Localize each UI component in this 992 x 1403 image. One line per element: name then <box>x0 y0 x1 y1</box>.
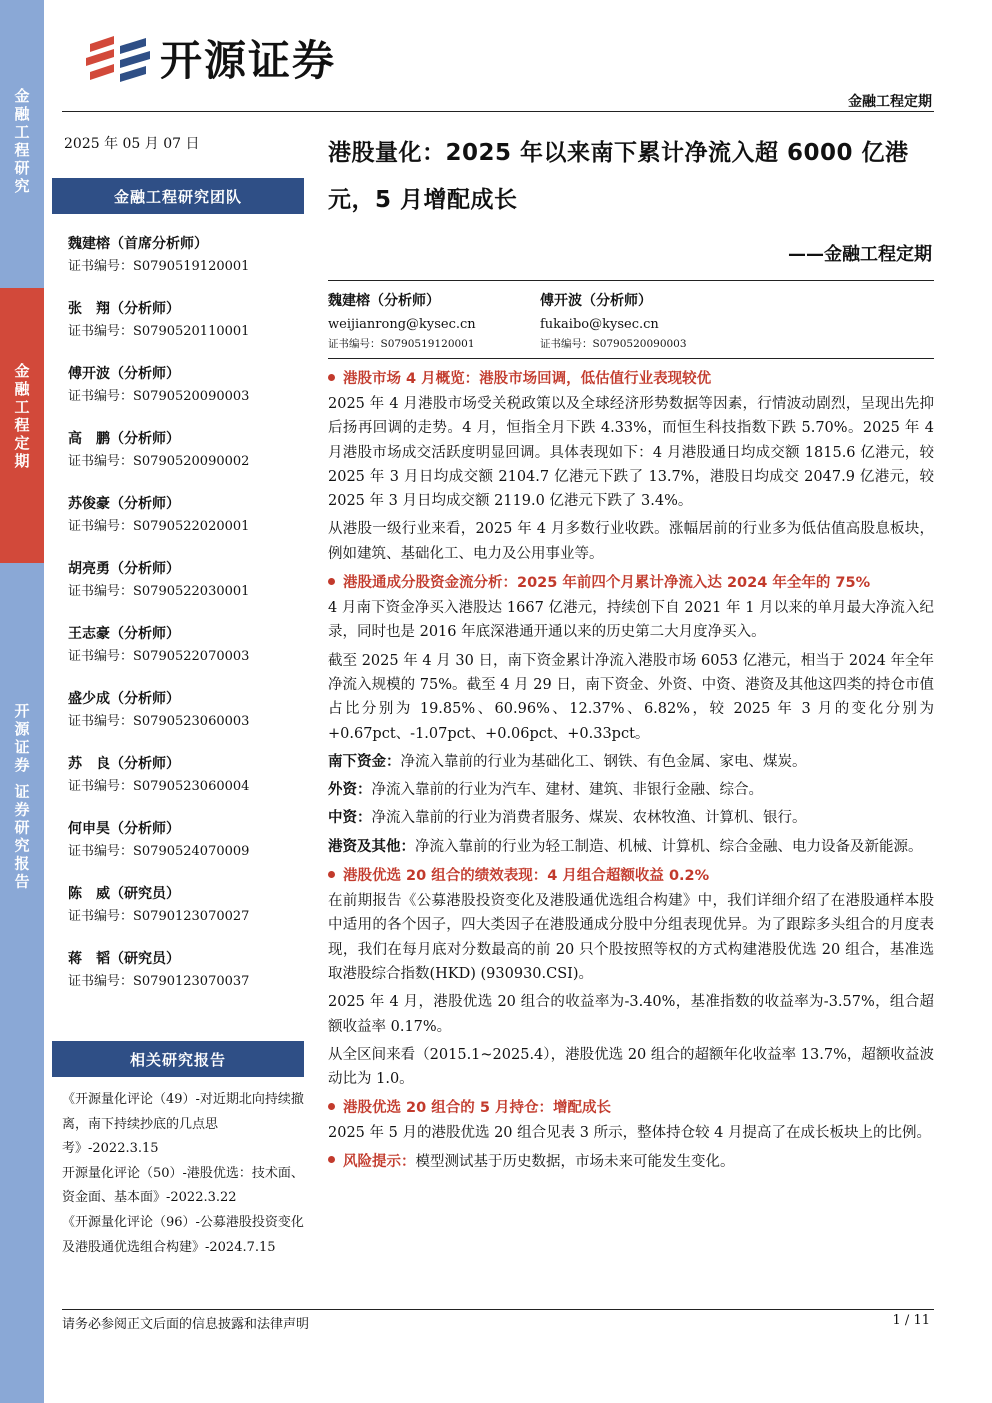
side-strip <box>0 0 44 1403</box>
analyst-item <box>68 492 308 557</box>
paragraph: 截至 2025 年 4 月 30 日，南下资金累计净流入港股市场 6053 亿港元，相当于 2024 年全年净流入规模的 75%。截至 4 月 29 日，南下资金、外资、中资、港资及其他这四类的持仓市值占比分别为 19.85%、60.96%、12.37%、6.82%，较 2025 年 3 月的变化分别为+0.67pct、-1.07pct、+0.06pct、+0.33pct。 <box>328 652 934 742</box>
section-heading <box>328 1095 934 1121</box>
section-heading-text: 港股优选 20 组合的 5 月持仓：增配成长 <box>343 1100 611 1117</box>
analyst-cert: 证书编号：S0790520090002 <box>68 454 250 469</box>
analyst-name: 魏建榕（首席分析师） <box>68 236 208 252</box>
analyst-cert: 证书编号：S0790523060004 <box>68 779 250 794</box>
analyst-name: 胡亮勇（分析师） <box>68 561 180 577</box>
analyst-item <box>68 232 308 297</box>
bullet-icon <box>328 1156 335 1163</box>
brand-logo <box>84 28 336 88</box>
analyst-cert: 证书编号：S0790520110001 <box>68 324 250 339</box>
analyst-item <box>68 752 308 817</box>
analyst-name: 傅开波（分析师） <box>68 366 180 382</box>
side-strip-bottom-text: 开源证券 证券研究报告 <box>12 703 31 892</box>
analyst-name: 王志豪（分析师） <box>68 626 180 642</box>
flow-item-text: 净流入靠前的行业为消费者服务、煤炭、农林牧渔、计算机、银行。 <box>371 810 807 827</box>
author-name: 傅开波（分析师） <box>540 293 652 309</box>
related-reports-title: 相关研究报告 <box>52 1041 304 1077</box>
paragraph: 2025 年 4 月，港股优选 20 组合的收益率为-3.40%，基准指数的收益率为-3.57%，组合超额收益率 0.17%。 <box>328 994 934 1035</box>
page-number: 1 / 11 <box>892 1313 930 1328</box>
flow-item <box>328 750 934 774</box>
analyst-name: 张 翔（分析师） <box>68 301 180 317</box>
analyst-name: 蒋 韬（研究员） <box>68 951 180 967</box>
analyst-item <box>68 687 308 752</box>
team-title: 金融工程研究团队 <box>52 178 304 214</box>
flow-item-label: 南下资金： <box>328 753 401 770</box>
analyst-item <box>68 622 308 687</box>
analyst-list <box>68 232 308 1012</box>
paragraph: 在前期报告《公募港股投资变化及港股通优选组合构建》中，我们详细介绍了在港股通样本股中适用的各个因子，四大类因子在港股通成分股中分组表现优异。为了跟踪多头组合的月度表现，我们在每月底对分数最高的前 20 只个股按照等权的方式构建港股优选 20 组合，基准选取港股综合指数(HKD) (930930.CSI)。 <box>328 893 934 982</box>
flow-item-text: 净流入靠前的行业为轻工制造、机械、计算机、综合金融、电力设备及新能源。 <box>415 838 923 855</box>
analyst-cert: 证书编号：S0790520090003 <box>68 389 250 404</box>
section-heading-text: 港股优选 20 组合的绩效表现：4 月组合超额收益 0.2% <box>343 868 710 885</box>
related-report-link[interactable]: 《开源量化评论（96）-公募港股投资变化及港股通优选组合构建》-2024.7.15 <box>62 1214 304 1255</box>
analyst-cert: 证书编号：S0790123070037 <box>68 974 250 989</box>
analyst-item <box>68 882 308 947</box>
flow-item <box>328 806 934 830</box>
bullet-icon <box>328 1103 335 1110</box>
author-email[interactable]: weijianrong@kysec.cn <box>328 317 476 332</box>
brand-name: 开源证券 <box>160 36 337 85</box>
analyst-item <box>68 427 308 492</box>
report-title: 港股量化：2025 年以来南下累计净流入超 6000 亿港元，5 月增配成长 <box>328 140 909 213</box>
paragraph: 从全区间来看（2015.1~2025.4），港股优选 20 组合的超额年化收益率 13.7%，超额收益波动比为 1.0。 <box>328 1046 934 1088</box>
report-body <box>328 366 934 1174</box>
brand-logo-icon <box>84 28 154 88</box>
author-block <box>328 288 934 354</box>
report-subtitle: ——金融工程定期 <box>788 244 932 265</box>
header-tag: 金融工程定期 <box>848 94 932 110</box>
risk-label: 风险提示： <box>343 1153 416 1170</box>
analyst-name: 陈 威（研究员） <box>68 886 180 902</box>
author-divider <box>328 358 934 359</box>
section-heading-text: 港股市场 4 月概览：港股市场回调，低估值行业表现较优 <box>343 371 712 387</box>
footer-disclaimer: 请务必参阅正文后面的信息披露和法律声明 <box>62 1317 310 1332</box>
analyst-item <box>68 817 308 882</box>
paragraph: 2025 年 4 月港股市场受关税政策以及全球经济形势数据等因素，行情波动剧烈，呈现出先抑后扬再回调的走势。4 月，恒指全月下跌 4.33%，而恒生科技指数下跌 5.70%。2025 年 4 月港股市场成交活跃度明显回调。具体表现如下：4 月港股通日均成交额 1815.6 亿港元，较 2025 年 3 月日均成交额 2104.7 亿港元下跌了 13.7%，港股日均成交 2047.9 亿港元，较 2025 年 3 月日均成交额 2119.0 亿港元下跌了 3.4%。 <box>328 396 934 510</box>
analyst-name: 苏俊豪（分析师） <box>68 496 180 512</box>
analyst-cert: 证书编号：S0790123070027 <box>68 909 250 924</box>
paragraph: 从港股一级行业来看，2025 年 4 月多数行业收跌。涨幅居前的行业多为低估值高股息板块，例如建筑、基础化工、电力及公用事业等。 <box>328 521 934 562</box>
author-cert: 证书编号：S0790520090003 <box>540 338 687 350</box>
flow-item <box>328 835 934 859</box>
paragraph: 2025 年 5 月的港股优选 20 组合见表 3 所示，整体持仓较 4 月提高了在成长板块上的比例。 <box>328 1125 932 1142</box>
side-strip-top <box>0 0 44 288</box>
author-email[interactable]: fukaibo@kysec.cn <box>540 317 659 332</box>
analyst-cert: 证书编号：S0790522020001 <box>68 519 250 534</box>
side-strip-middle-text: 金融工程定期 <box>12 363 31 471</box>
paragraph: 4 月南下资金净买入港股达 1667 亿港元，持续创下自 2021 年 1 月以来的单月最大净流入纪录，同时也是 2016 年底深港通开通以来的历史第二大月度净买入。 <box>328 600 934 641</box>
side-strip-bottom <box>0 563 44 1403</box>
author-item <box>328 288 540 354</box>
bullet-icon <box>328 374 335 381</box>
analyst-item <box>68 947 308 1012</box>
author-item <box>540 288 752 354</box>
section-heading <box>328 570 934 596</box>
risk-note <box>328 1150 934 1174</box>
risk-text: 模型测试基于历史数据，市场未来可能发生变化。 <box>415 1153 735 1170</box>
flow-item-text: 净流入靠前的行业为汽车、建材、建筑、非银行金融、综合。 <box>371 782 763 799</box>
analyst-name: 何申昊（分析师） <box>68 821 180 837</box>
related-report-link[interactable]: 《开源量化评论（49）-对近期北向持续撤离，南下持续抄底的几点思考》-2022.3.15 <box>62 1092 304 1157</box>
flow-item-text: 净流入靠前的行业为基础化工、钢铁、有色金属、家电、煤炭。 <box>400 753 807 770</box>
title-divider <box>328 280 934 281</box>
analyst-cert: 证书编号：S0790519120001 <box>68 259 250 274</box>
flow-item-label: 港资及其他： <box>328 838 415 855</box>
related-reports-list <box>62 1088 310 1260</box>
analyst-cert: 证书编号：S0790522030001 <box>68 584 250 599</box>
flow-item-label: 中资： <box>328 810 372 827</box>
footer-divider <box>62 1309 934 1310</box>
flow-item-label: 外资： <box>328 782 372 799</box>
analyst-name: 苏 良（分析师） <box>68 756 180 772</box>
analyst-cert: 证书编号：S0790523060003 <box>68 714 250 729</box>
section-heading <box>328 863 934 889</box>
analyst-cert: 证书编号：S0790524070009 <box>68 844 250 859</box>
related-report-link[interactable]: 开源量化评论（50）-港股优选：技术面、资金面、基本面》-2022.3.22 <box>62 1165 304 1206</box>
header-divider <box>62 111 934 112</box>
bullet-icon <box>328 578 335 585</box>
author-cert: 证书编号：S0790519120001 <box>328 338 475 350</box>
side-strip-top-text: 金融工程研究 <box>12 88 31 196</box>
analyst-name: 盛少成（分析师） <box>68 691 180 707</box>
analyst-name: 高 鹏（分析师） <box>68 431 180 447</box>
bullet-icon <box>328 871 335 878</box>
author-name: 魏建榕（分析师） <box>328 293 440 309</box>
section-heading-text: 港股通成分股资金流分析：2025 年前四个月累计净流入达 2024 年全年的 75% <box>343 575 871 592</box>
report-date: 2025 年 05 月 07 日 <box>64 136 200 152</box>
side-strip-middle <box>0 288 44 563</box>
analyst-cert: 证书编号：S0790522070003 <box>68 649 250 664</box>
analyst-item <box>68 362 308 427</box>
analyst-item <box>68 557 308 622</box>
section-heading <box>328 366 934 392</box>
flow-item <box>328 778 934 802</box>
analyst-item <box>68 297 308 362</box>
